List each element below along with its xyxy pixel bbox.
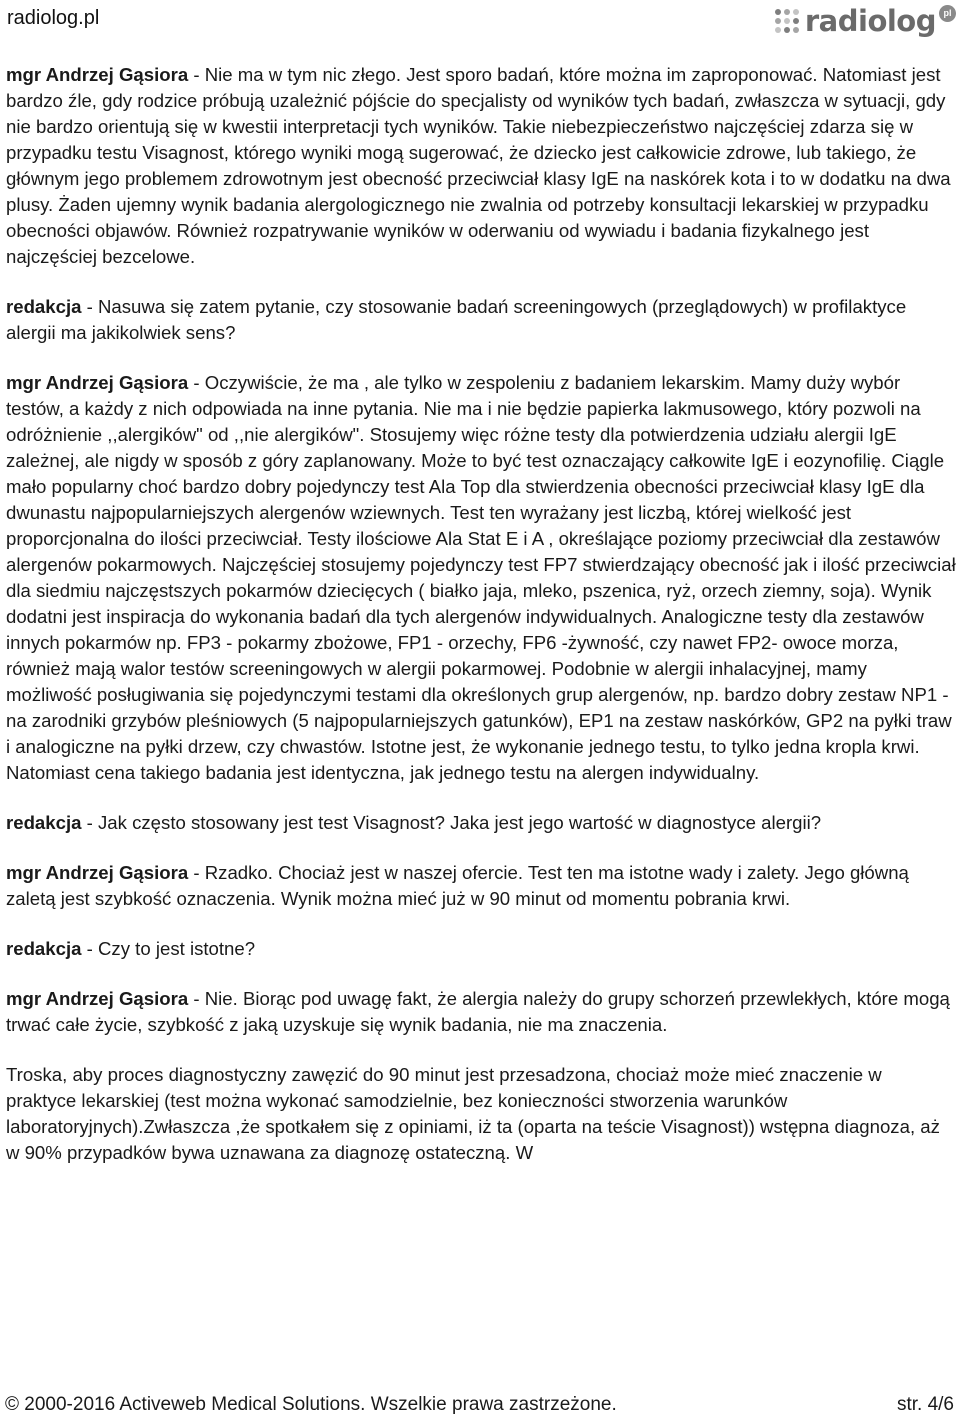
paragraph-text: - Nasuwa się zatem pytanie, czy stosowanie badań screeningowych (przeglądowych) w profilaktyce alergii ma jakikolwiek sens? bbox=[6, 296, 907, 343]
footer-copyright: © 2000-2016 Activeweb Medical Solutions. Wszelkie prawa zastrzeżone. bbox=[5, 1394, 617, 1415]
speaker-name: mgr Andrzej Gąsiora bbox=[6, 988, 189, 1009]
paragraph-text: - Nie. Biorąc pod uwagę fakt, że alergia należy do grupy schorzeń przewlekłych, które mogą trwać całe życie, szybkość z jaką uzyskuje się wynik badania, nie ma znaczenia. bbox=[6, 988, 950, 1035]
logo-wordmark: radiolog bbox=[804, 3, 936, 38]
speaker-name: redakcja bbox=[6, 296, 82, 317]
speaker-name: mgr Andrzej Gąsiora bbox=[6, 372, 189, 393]
site-name: radiolog.pl bbox=[7, 7, 100, 29]
interview-paragraph bbox=[6, 62, 956, 270]
logo-badge: pl bbox=[939, 5, 956, 22]
paragraph-text: Troska, aby proces diagnostyczny zawęzić do 90 minut jest przesadzona, chociaż może mieć znaczenie w praktyce lekarskiej (test można wykonać samodzielnie, bez konieczności stworzenia warunków laboratoryjnych).Zwłaszcza ,że spotkałem się z opiniami, iż ta (oparta na teście Visagnost)) wstępna diagnoza, aż w 90% przypadków bywa uznawana za diagnozę ostateczną. W bbox=[6, 1064, 940, 1163]
paragraph-text: - Jak często stosowany jest test Visagnost? Jaka jest jego wartość w diagnostyce alergii? bbox=[81, 812, 822, 833]
interview-paragraph bbox=[6, 936, 956, 962]
closing-paragraph bbox=[6, 1062, 956, 1166]
page-number: str. 4/6 bbox=[896, 1394, 954, 1415]
article-body bbox=[6, 62, 956, 1190]
speaker-name: mgr Andrzej Gąsiora bbox=[6, 64, 189, 85]
interview-paragraph bbox=[6, 986, 956, 1038]
paragraph-text: - Rzadko. Chociaż jest w naszej ofercie. Test ten ma istotne wady i zalety. Jego główną zaletą jest szybkość oznaczenia. Wynik można mieć już w 90 minut od momentu pobrania krwi. bbox=[6, 862, 909, 909]
interview-paragraph bbox=[6, 294, 956, 346]
interview-paragraph bbox=[6, 810, 956, 836]
paragraph-text: - Nie ma w tym nic złego. Jest sporo badań, które można im zaproponować. Natomiast jest bardzo źle, gdy rodzice próbują uzależnić pójście do specjalisty od wyników tych badań, zwłaszcza w sytuacji, gdy nie bardzo orientują się w kwestii interpretacji tych wyników. Takie niebezpieczeństwo najczęściej zdarza się w przypadku testu Visagnost, którego wyniki mogą sugerować, że dziecko jest całkowicie zdrowe, lub takiego, że głównym jego problemem zdrowotnym jest obecność przeciwciał klasy IgE na naskórek kota i to w dodatku na dwa plusy. Żaden ujemny wynik badania alergologicznego nie zwalnia od potrzeby konsultacji lekarskiej w przypadku obecności objawów. Również rozpatrywanie wyników w oderwaniu od wywiadu i badania fizykalnego jest najczęściej bezcelowe. bbox=[6, 64, 951, 267]
radiolog-logo bbox=[775, 0, 956, 42]
speaker-name: redakcja bbox=[6, 812, 82, 833]
paragraph-text: - Oczywiście, że ma , ale tylko w zespoleniu z badaniem lekarskim. Mamy duży wybór testów, a każdy z nich odpowiada na inne pytania. Nie ma i nie będzie papierka lakmusowego, który pozwoli na odróżnienie ,,alergików" od ,,nie alergików". Stosujemy więc różne testy dla potwierdzenia udziału alergii IgE zależnej, ale nigdy w sposób z góry zaplanowany. Może to być test oznaczający całkowite IgE i eozynofilię. Ciągle mało popularny choć bardzo dobry pojedynczy test Ala Top dla stwierdzenia obecności przeciwciał klasy IgE dla dwunastu najpopularniejszych alergenów wziewnych. Test ten wyrażany jest liczbą, której wielkość jest proporcjonalna do ilości przeciwciał. Testy ilościowe Ala Stat E i A , określające poziomy przeciwciał dla zestawów alergenów pokarmowych. Najczęściej stosujemy pojedynczy test FP7 stwierdzający obecność jak i ilość przeciwciał dla siedmiu najczęstszych pokarmów dziecięcych ( białko jaja, mleko, pszenica, ryż, orzech ziemny, soja). Wynik dodatni jest inspiracja do wykonania badań dla tych alergenów indywidualnych. Analogiczne testy dla zestawów innych pokarmów np. FP3 - pokarmy zbożowe, FP1 - orzechy, FP6 -żywność, czy nawet FP2- owoce morza, również mają walor testów screeningowych w alergii pokarmowej. Podobnie w alergii inhalacyjnej, mamy możliwość posługiwania się pojedynczymi testami dla określonych grup alergenów, np. bardzo dobry zestaw NP1 - na zarodniki grzybów pleśniowych (5 najpopularniejszych gatunków), EP1 na zestaw naskórków, GP2 na pyłki traw i analogiczne na pyłki drzew, czy chwastów. Istotne jest, że wykonanie jednego testu, to tylko jedna kropla krwi. Natomiast cena takiego badania jest identyczna, jak jednego testu na alergen indywidualny. bbox=[6, 372, 956, 783]
speaker-name: redakcja bbox=[6, 938, 82, 959]
interview-paragraph bbox=[6, 370, 956, 786]
speaker-name: mgr Andrzej Gąsiora bbox=[6, 862, 189, 883]
interview-paragraph bbox=[6, 860, 956, 912]
logo-dots-icon bbox=[775, 9, 799, 33]
paragraph-text: - Czy to jest istotne? bbox=[81, 938, 256, 959]
